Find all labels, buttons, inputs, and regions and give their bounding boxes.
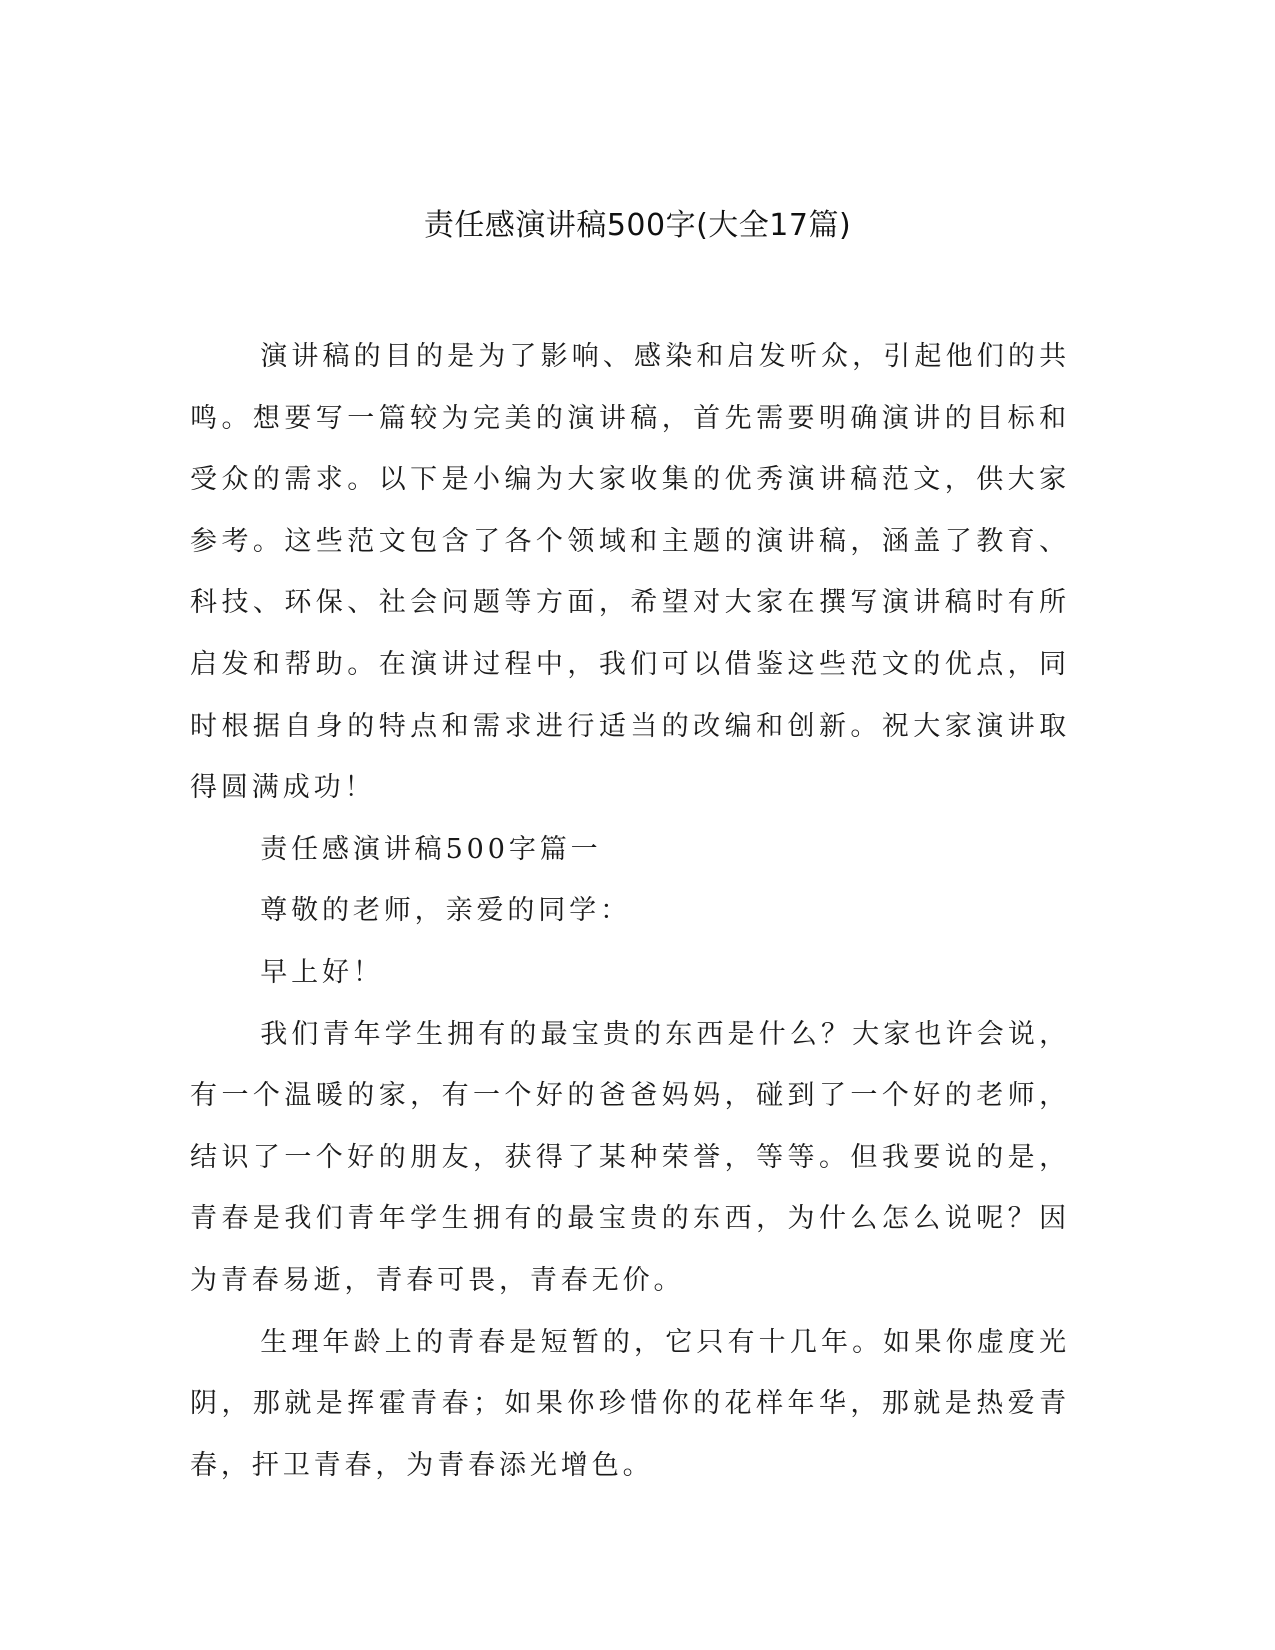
document-title: 责任感演讲稿500字(大全17篇): [423, 208, 852, 243]
greeting: 早上好！: [260, 956, 384, 988]
section-heading: 责任感演讲稿500字篇一: [260, 833, 602, 865]
document-body: [190, 326, 1070, 1496]
salutation: 尊敬的老师，亲爱的同学：: [260, 895, 631, 927]
body-paragraph: 我们青年学生拥有的最宝贵的东西是什么？大家也许会说，有一个温暖的家，有一个好的爸爸妈妈，碰到了一个好的老师，结识了一个好的朋友，获得了某种荣誉，等等。但我要说的是，青春是我们青年学生拥有的最宝贵的东西，为什么怎么说呢？因为青春易逝，青春可畏，青春无价。: [190, 1018, 1070, 1296]
body-paragraph: 生理年龄上的青春是短暂的，它只有十几年。如果你虚度光阴，那就是挥霍青春；如果你珍惜你的花样年华，那就是热爱青春，扞卫青春，为青春添光增色。: [190, 1326, 1070, 1481]
intro-paragraph: 演讲稿的目的是为了影响、感染和启发听众，引起他们的共鸣。想要写一篇较为完美的演讲稿，首先需要明确演讲的目标和受众的需求。以下是小编为大家收集的优秀演讲稿范文，供大家参考。这些范文包含了各个领域和主题的演讲稿，涵盖了教育、科技、环保、社会问题等方面，希望对大家在撰写演讲稿时有所启发和帮助。在演讲过程中，我们可以借鉴这些范文的优点，同时根据自身的特点和需求进行适当的改编和创新。祝大家演讲取得圆满成功！: [190, 341, 1070, 804]
